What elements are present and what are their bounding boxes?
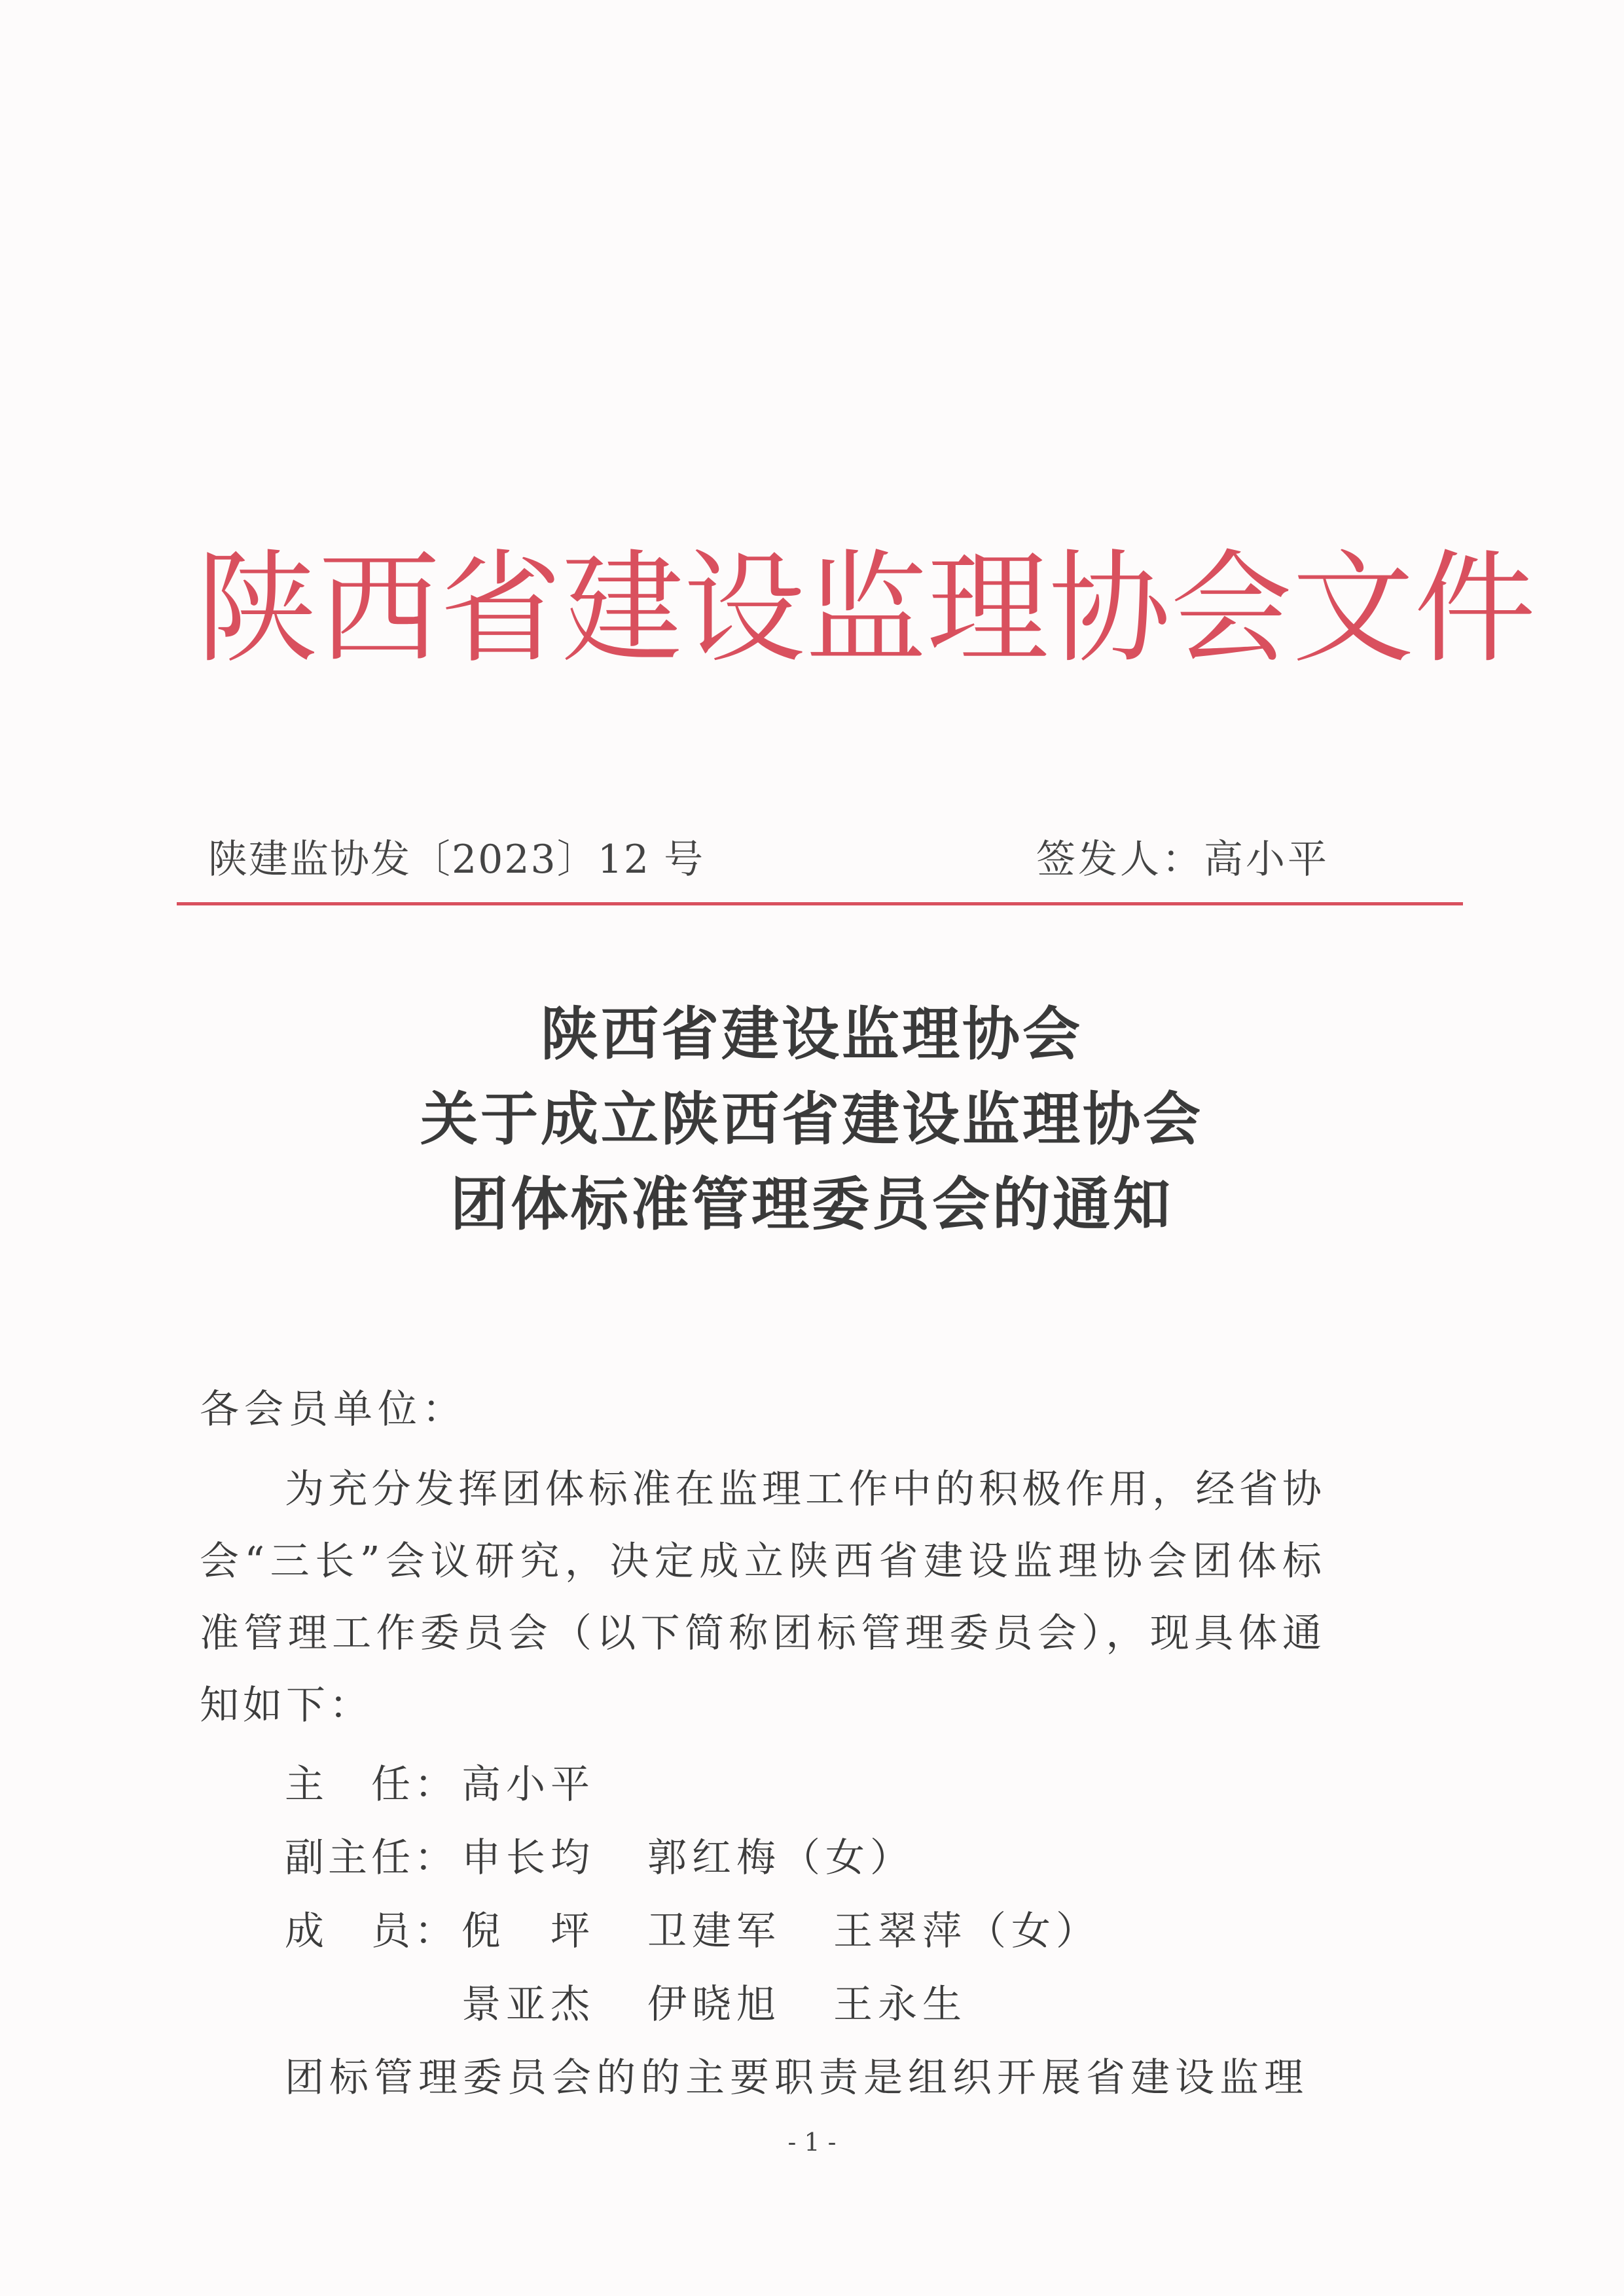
masthead-char: 省 [440, 538, 562, 680]
member-name: 倪 坪 [461, 1908, 595, 1954]
masthead-char: 陕 [196, 538, 319, 680]
members-row [285, 1900, 1153, 1956]
members-row-continued [461, 1973, 1019, 2030]
member-name: 景亚杰 [461, 1982, 595, 2028]
masthead-char: 设 [683, 538, 806, 680]
deputy-name: 申长均 [461, 1835, 595, 1881]
salutation: 各会员单位： [200, 1387, 467, 1432]
title-line-3: 团体标准管理委员会的通知 [450, 1171, 1173, 1238]
member-name: 王永生 [833, 1982, 967, 2028]
masthead-char: 协 [1049, 538, 1171, 680]
title-line-2: 关于成立陕西省建设监理协会 [420, 1085, 1203, 1153]
member-name: 王翠萍（女） [833, 1908, 1100, 1954]
masthead-char: 会 [1170, 538, 1293, 680]
signer: 签发人：高小平 [1036, 837, 1329, 883]
page-number: - 1 - [787, 2128, 837, 2157]
members-label: 成 员： [285, 1908, 458, 1954]
member-name: 卫建军 [647, 1908, 781, 1954]
deputy-row [285, 1827, 967, 1883]
masthead-char: 文 [1292, 538, 1415, 680]
document-number: 陕建监协发〔2023〕12 号 [208, 837, 705, 883]
member-name: 伊晓旭 [647, 1982, 781, 2028]
director-label: 主 任： [285, 1762, 458, 1808]
masthead-char: 建 [562, 538, 684, 680]
deputy-label: 副主任： [285, 1835, 458, 1881]
title-line-1: 陕西省建设监理协会 [540, 1000, 1083, 1068]
director-row [285, 1753, 647, 1810]
body-paragraph: 为充分发挥团体标准在监理工作中的积极作用，经省协会“三长”会议研究，决定成立陕西省建设监理协会团体标准管理工作委员会（以下简称团标管理委员会），现具体通知如下： [200, 1467, 1326, 1728]
director-name: 高小平 [461, 1762, 595, 1808]
masthead-char: 西 [318, 538, 441, 680]
deputy-name: 郭红梅（女） [647, 1835, 914, 1881]
masthead-char: 理 [927, 538, 1049, 680]
masthead-char: 件 [1414, 538, 1536, 680]
closing-line: 团标管理委员会的的主要职责是组织开展省建设监理 [285, 2055, 1308, 2101]
masthead-char: 监 [805, 538, 928, 680]
masthead-title [196, 511, 1536, 707]
red-divider [177, 902, 1463, 905]
